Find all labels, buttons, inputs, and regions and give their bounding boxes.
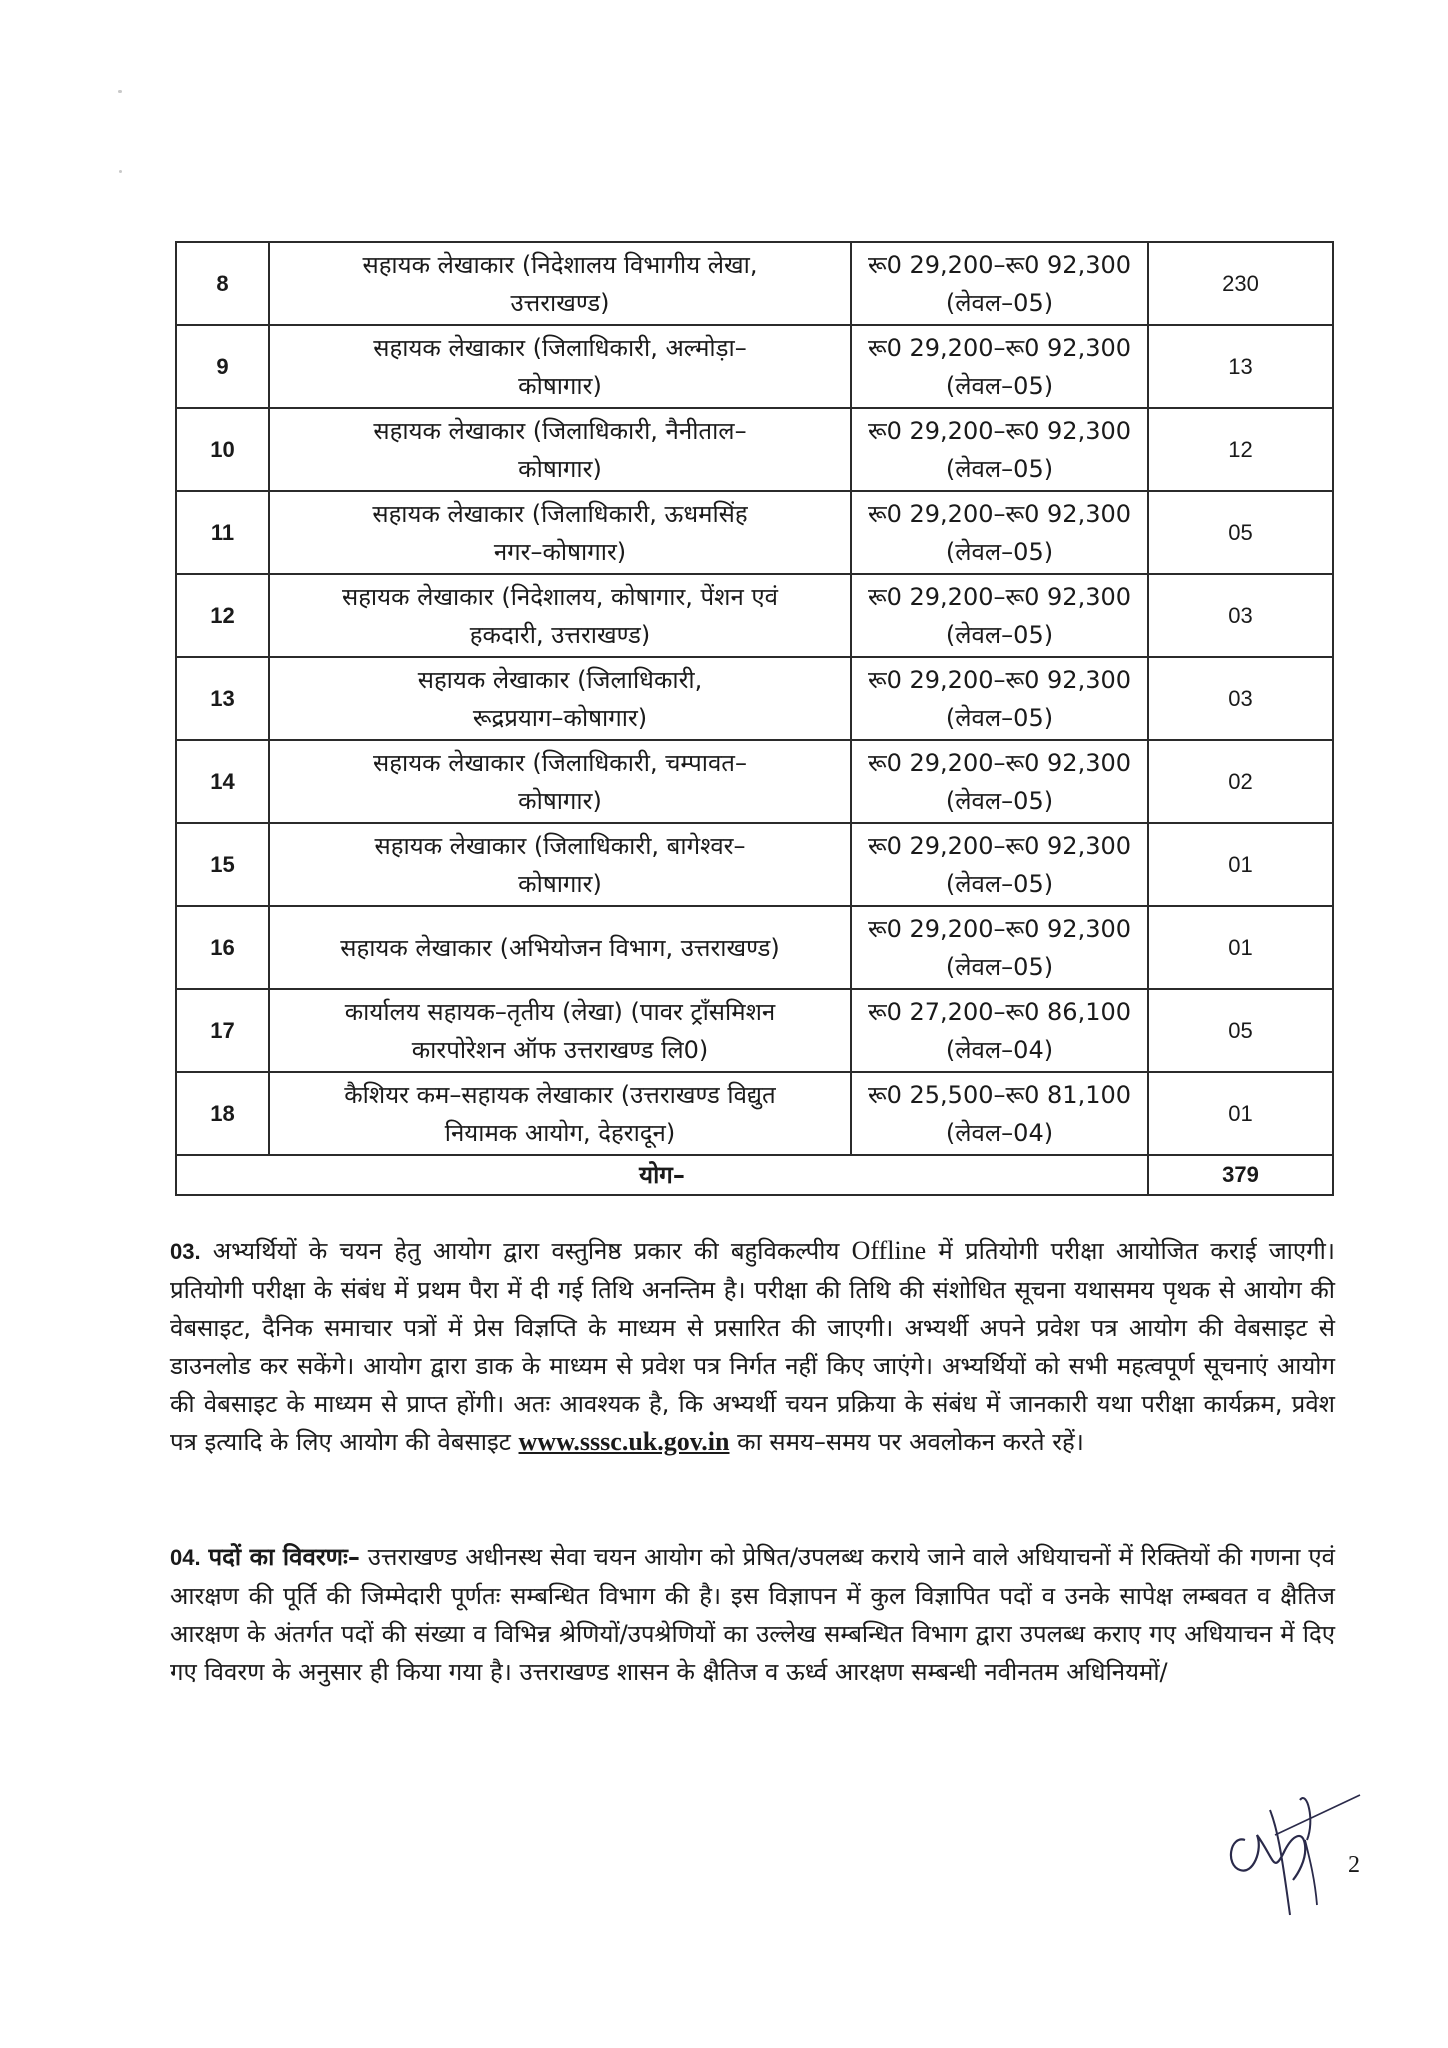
post-name-line: नगर–कोषागार)	[493, 537, 627, 566]
pay-scale-cell	[851, 906, 1148, 989]
page-number: 2	[1348, 1852, 1360, 1878]
vacancy-count-cell: 05	[1148, 989, 1333, 1072]
post-name-line: कैशियर कम–सहायक लेखाकार (उत्तराखण्ड विद्युत	[344, 1080, 776, 1109]
vacancy-count-cell: 12	[1148, 408, 1333, 491]
post-name-cell	[269, 906, 851, 989]
post-name-line: रूद्रप्रयाग–कोषागार)	[472, 703, 648, 732]
post-name-line: सहायक लेखाकार (जिलाधिकारी, बागेश्वर–	[374, 831, 746, 860]
pay-range: रू0 29,200–रू0 92,300	[867, 582, 1132, 611]
serial-number-cell: 18	[176, 1072, 269, 1155]
website-link[interactable]: www.sssc.uk.gov.in	[518, 1427, 730, 1456]
post-name-line: कोषागार)	[518, 869, 602, 898]
vacancy-count-cell: 01	[1148, 906, 1333, 989]
vacancy-count-cell: 01	[1148, 1072, 1333, 1155]
post-name-line: सहायक लेखाकार (जिलाधिकारी,	[417, 665, 703, 694]
paragraph-text: उत्तराखण्ड अधीनस्थ सेवा चयन आयोग को प्रेषित/उपलब्ध कराये जाने वाले अधियाचनों में रिक्तियों की गणना एवं आरक्षण की पूर्ति की जिम्मेदारी पूर्णतः सम्बन्धित विभाग की है। इस विज्ञापन में कुल विज्ञापित पदों व उनके सापेक्ष लम्बवत व क्षैतिज आरक्षण के अंतर्गत पदों की संख्या व विभिन्न श्रेणियों/उपश्रेणियों का उल्लेख सम्बन्धित विभाग द्वारा उपलब्ध कराए गए अधियाचन में दिए गए विवरण के अनुसार ही किया गया है। उत्तराखण्ड शासन के क्षैतिज व ऊर्ध्व आरक्षण सम्बन्धी नवीनतम अधिनियमों/	[170, 1543, 1335, 1686]
vacancy-count-cell: 13	[1148, 325, 1333, 408]
post-name-cell	[269, 740, 851, 823]
post-name-line: कोषागार)	[518, 454, 602, 483]
paragraph-number: 04.	[170, 1545, 201, 1570]
table-row	[176, 906, 1333, 989]
post-name-line: कार्यालय सहायक–तृतीय (लेखा) (पावर ट्रॉंसमिशन	[344, 997, 776, 1026]
serial-number-cell: 9	[176, 325, 269, 408]
post-name-line: सहायक लेखाकार (जिलाधिकारी, नैनीताल–	[373, 416, 747, 445]
table-row	[176, 823, 1333, 906]
pay-level: (लेवल–05)	[945, 869, 1054, 898]
paragraph-heading: पदों का विवरणः–	[208, 1543, 360, 1571]
post-name-line: सहायक लेखाकार (जिलाधिकारी, अल्मोड़ा–	[373, 333, 747, 362]
total-row	[176, 1155, 1333, 1195]
pay-scale-cell	[851, 574, 1148, 657]
pay-level: (लेवल–05)	[945, 703, 1054, 732]
post-name-line: हकदारी, उत्तराखण्ड)	[469, 620, 651, 649]
serial-number-cell: 11	[176, 491, 269, 574]
post-name-line: नियामक आयोग, देहरादून)	[444, 1118, 676, 1147]
pay-range: रू0 29,200–रू0 92,300	[867, 416, 1132, 445]
post-name-cell	[269, 1072, 851, 1155]
serial-number-cell: 8	[176, 242, 269, 325]
table-row	[176, 408, 1333, 491]
post-name-cell	[269, 823, 851, 906]
pay-scale-cell	[851, 1072, 1148, 1155]
posts-table	[175, 241, 1334, 1196]
serial-number-cell: 15	[176, 823, 269, 906]
pay-scale-cell	[851, 823, 1148, 906]
post-name-cell	[269, 491, 851, 574]
pay-range: रू0 29,200–रू0 92,300	[867, 914, 1132, 943]
pay-level: (लेवल–05)	[945, 454, 1054, 483]
pay-level: (लेवल–05)	[945, 371, 1054, 400]
pay-level: (लेवल–05)	[945, 786, 1054, 815]
posts-table-body	[176, 242, 1333, 1195]
vacancy-count-cell: 230	[1148, 242, 1333, 325]
table-row	[176, 325, 1333, 408]
pay-range: रू0 29,200–रू0 92,300	[867, 665, 1132, 694]
paragraph-text: अभ्यर्थियों के चयन हेतु आयोग द्वारा वस्तुनिष्ठ प्रकार की बहुविकल्पीय	[212, 1237, 840, 1265]
paragraph-text: में प्रतियोगी परीक्षा आयोजित कराई जाएगी। प्रतियोगी परीक्षा के संबंध में प्रथम पैरा में दी गई तिथि अनन्तिम है। परीक्षा की तिथि की संशोधित सूचना यथासमय पृथक से आयोग की वेबसाइट, दैनिक समाचार पत्रों में प्रेस विज्ञप्ति के माध्यम से प्रसारित की जाएगी। अभ्यर्थी अपने प्रवेश पत्र आयोग की वेबसाइट से डाउनलोड कर सकेंगे। आयोग द्वारा डाक के माध्यम से प्रवेश पत्र निर्गत नहीं किए जाएंगे। अभ्यर्थियों को सभी महत्वपूर्ण सूचनाएं आयोग की वेबसाइट के माध्यम से प्राप्त होंगी। अतः आवश्यक है, कि अभ्यर्थी चयन प्रक्रिया के संबंध में जानकारी यथा परीक्षा कार्यक्रम, प्रवेश पत्र इत्यादि के लिए आयोग की वेबसाइट	[170, 1237, 1335, 1456]
pay-level: (लेवल–04)	[945, 1118, 1054, 1147]
serial-number-cell: 12	[176, 574, 269, 657]
paragraph-text: का समय–समय पर अवलोकन करते रहें।	[737, 1428, 1084, 1456]
pay-range: रू0 29,200–रू0 92,300	[867, 250, 1132, 279]
pay-level: (लेवल–04)	[945, 1035, 1054, 1064]
post-name-line: कोषागार)	[518, 786, 602, 815]
table-row	[176, 574, 1333, 657]
vacancy-count-cell: 02	[1148, 740, 1333, 823]
offline-term: Offline	[851, 1236, 927, 1265]
vacancy-count-cell: 05	[1148, 491, 1333, 574]
paragraph-04	[170, 1538, 1335, 1691]
post-name-line: सहायक लेखाकार (अभियोजन विभाग, उत्तराखण्ड)	[340, 933, 780, 962]
pay-level: (लेवल–05)	[945, 952, 1054, 981]
post-name-line: सहायक लेखाकार (जिलाधिकारी, ऊधमसिंह	[372, 499, 748, 528]
post-name-cell	[269, 325, 851, 408]
pay-scale-cell	[851, 325, 1148, 408]
pay-scale-cell	[851, 242, 1148, 325]
signature	[1215, 1780, 1365, 1920]
post-name-line: उत्तराखण्ड)	[510, 288, 610, 317]
vacancy-count-cell: 03	[1148, 574, 1333, 657]
total-value: 379	[1148, 1155, 1333, 1195]
paragraph-number: 03.	[170, 1239, 201, 1264]
table-row	[176, 1072, 1333, 1155]
post-name-cell	[269, 989, 851, 1072]
pay-scale-cell	[851, 491, 1148, 574]
scan-speck	[118, 90, 122, 93]
serial-number-cell: 10	[176, 408, 269, 491]
vacancy-count-cell: 03	[1148, 657, 1333, 740]
pay-level: (लेवल–05)	[945, 620, 1054, 649]
pay-range: रू0 27,200–रू0 86,100	[867, 997, 1132, 1026]
pay-range: रू0 29,200–रू0 92,300	[867, 499, 1132, 528]
serial-number-cell: 14	[176, 740, 269, 823]
serial-number-cell: 16	[176, 906, 269, 989]
pay-range: रू0 25,500–रू0 81,100	[867, 1080, 1132, 1109]
post-name-line: कारपोरेशन ऑफ उत्तराखण्ड लि0)	[411, 1035, 709, 1064]
scan-speck	[119, 170, 122, 173]
post-name-line: सहायक लेखाकार (जिलाधिकारी, चम्पावत–	[373, 748, 747, 777]
table-row	[176, 242, 1333, 325]
post-name-line: सहायक लेखाकार (निदेशालय, कोषागार, पेंशन एवं	[341, 582, 779, 611]
vacancy-count-cell: 01	[1148, 823, 1333, 906]
post-name-cell	[269, 574, 851, 657]
pay-scale-cell	[851, 740, 1148, 823]
pay-range: रू0 29,200–रू0 92,300	[867, 831, 1132, 860]
pay-scale-cell	[851, 657, 1148, 740]
pay-scale-cell	[851, 408, 1148, 491]
pay-level: (लेवल–05)	[945, 537, 1054, 566]
table-row	[176, 491, 1333, 574]
total-label: योग–	[176, 1155, 1148, 1195]
pay-range: रू0 29,200–रू0 92,300	[867, 748, 1132, 777]
table-row	[176, 657, 1333, 740]
post-name-line: कोषागार)	[518, 371, 602, 400]
post-name-line: सहायक लेखाकार (निदेशालय विभागीय लेखा,	[362, 250, 758, 279]
pay-range: रू0 29,200–रू0 92,300	[867, 333, 1132, 362]
paragraph-03	[170, 1232, 1335, 1461]
pay-level: (लेवल–05)	[945, 288, 1054, 317]
pay-scale-cell	[851, 989, 1148, 1072]
serial-number-cell: 17	[176, 989, 269, 1072]
table-row	[176, 740, 1333, 823]
post-name-cell	[269, 242, 851, 325]
post-name-cell	[269, 408, 851, 491]
serial-number-cell: 13	[176, 657, 269, 740]
table-row	[176, 989, 1333, 1072]
post-name-cell	[269, 657, 851, 740]
